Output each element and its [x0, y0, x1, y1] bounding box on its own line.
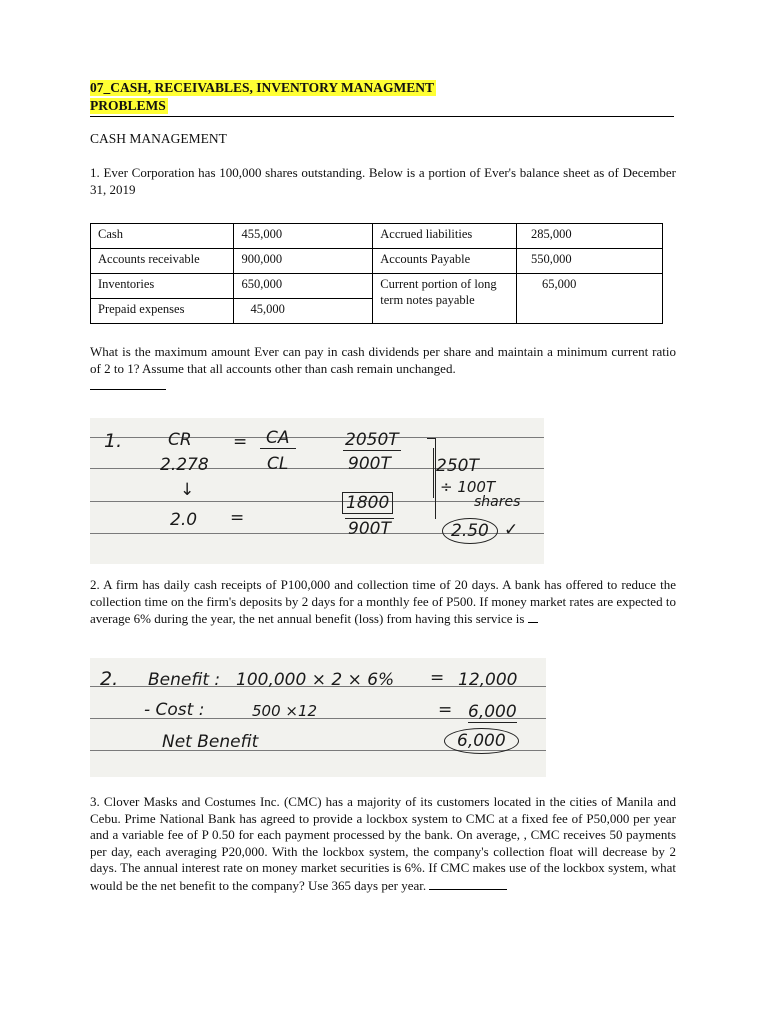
divide-shares-value: ÷ 100T	[440, 478, 496, 496]
table-cell: Accrued liabilities	[373, 224, 517, 249]
liabilities-value: 900T	[345, 518, 394, 539]
table-cell: Accounts Payable	[373, 249, 517, 274]
table-cell: 455,000	[234, 224, 373, 249]
balance-sheet-table	[90, 223, 663, 324]
equals-sign: =	[230, 508, 245, 528]
required-assets-value: 1800	[342, 492, 393, 514]
question-1-prompt	[90, 344, 676, 395]
document-title	[90, 79, 674, 117]
handwritten-solution-2	[90, 658, 546, 777]
cr-label: CR	[168, 430, 192, 450]
answer-blank	[429, 877, 507, 890]
table-cell: 285,000	[517, 224, 663, 249]
current-assets-value: 2050T	[345, 430, 399, 450]
table-cell: Inventories	[91, 274, 234, 299]
solution-number: 2.	[100, 668, 119, 690]
table-cell: 650,000	[234, 274, 373, 299]
table-row	[91, 224, 663, 249]
current-liabilities-value: 900T	[348, 454, 391, 474]
excess-cash-value: 250T	[436, 456, 479, 476]
table-cell: 900,000	[234, 249, 373, 274]
cost-value: 6,000	[468, 702, 517, 722]
cl-label: CL	[267, 454, 289, 474]
benefit-value: 12,000	[458, 670, 518, 690]
title-line-2: PROBLEMS	[90, 98, 166, 113]
question-2-text: 2. A firm has daily cash receipts of P100,000 and collection time of 20 days. A bank has offered to reduce the collection time on the firm's deposits by 2 days for a monthly fee of P500. If money market rates are expected to average 6% during the year, the net annual benefit (loss) from having this service is	[90, 577, 676, 626]
equals-sign: =	[430, 668, 445, 688]
table-row	[91, 274, 663, 299]
question-1-text: What is the maximum amount Ever can pay in cash dividends per share and maintain a minimum current ratio of 2 to 1? Assume that all accounts other than cash remain unchanged.	[90, 344, 676, 376]
ca-label: CA	[260, 428, 296, 449]
table-cell: Current portion of long term notes payable	[373, 274, 517, 324]
table-cell: 45,000	[234, 299, 373, 324]
shares-label: shares	[474, 494, 521, 510]
current-ratio-value: 2.278	[160, 455, 209, 475]
handwritten-solution-1	[90, 418, 544, 564]
cost-expression: 500 ×12	[252, 702, 318, 720]
dividend-per-share-answer: 2.50	[442, 518, 498, 544]
question-3-text: 3. Clover Masks and Costumes Inc. (CMC) has a majority of its customers located in the cities of Manila and Cebu. Prime National Bank has agreed to provide a lockbox system to CMC at a fixed fee of P50,000 per year and a variable fee of P 0.50 for each payment processed by the bank. On average, , CMC receives 50 payments per day, each averaging P20,000. With the lockbox system, the company's collection float will decrease by 2 days. The annual interest rate on money market securities is 6%. If CMC makes use of the lockbox system, what would be the net benefit to the company? Use 365 days per year.	[90, 794, 676, 893]
equals-sign: =	[233, 432, 248, 452]
benefit-label: Benefit :	[148, 670, 221, 690]
cost-label: - Cost :	[144, 700, 205, 720]
section-heading: CASH MANAGEMENT	[90, 131, 227, 146]
net-benefit-label: Net Benefit	[162, 732, 259, 752]
table-cell: Prepaid expenses	[91, 299, 234, 324]
solution-number: 1.	[104, 430, 123, 452]
checkmark-icon: ✓	[504, 520, 519, 540]
arrow-down-icon: ↓	[180, 480, 195, 500]
title-line-1: 07_CASH, RECEIVABLES, INVENTORY MANAGMENT	[90, 80, 434, 95]
answer-blank	[528, 610, 538, 623]
table-cell: Cash	[91, 224, 234, 249]
table-cell: 550,000	[517, 249, 663, 274]
table-row	[91, 249, 663, 274]
question-3	[90, 794, 676, 894]
net-benefit-answer: 6,000	[444, 728, 519, 754]
question-1-intro: 1. Ever Corporation has 100,000 shares outstanding. Below is a portion of Ever's balance sheet as of December 31, 2019	[90, 165, 676, 197]
answer-blank	[90, 377, 166, 390]
bracket	[433, 448, 435, 498]
question-2	[90, 577, 676, 628]
table-cell: Accounts receivable	[91, 249, 234, 274]
benefit-expression: 100,000 × 2 × 6%	[236, 670, 395, 690]
ruled-line	[90, 437, 544, 438]
table-cell: 65,000	[517, 274, 663, 324]
target-ratio-value: 2.0	[170, 510, 198, 530]
equals-sign: =	[438, 700, 453, 720]
